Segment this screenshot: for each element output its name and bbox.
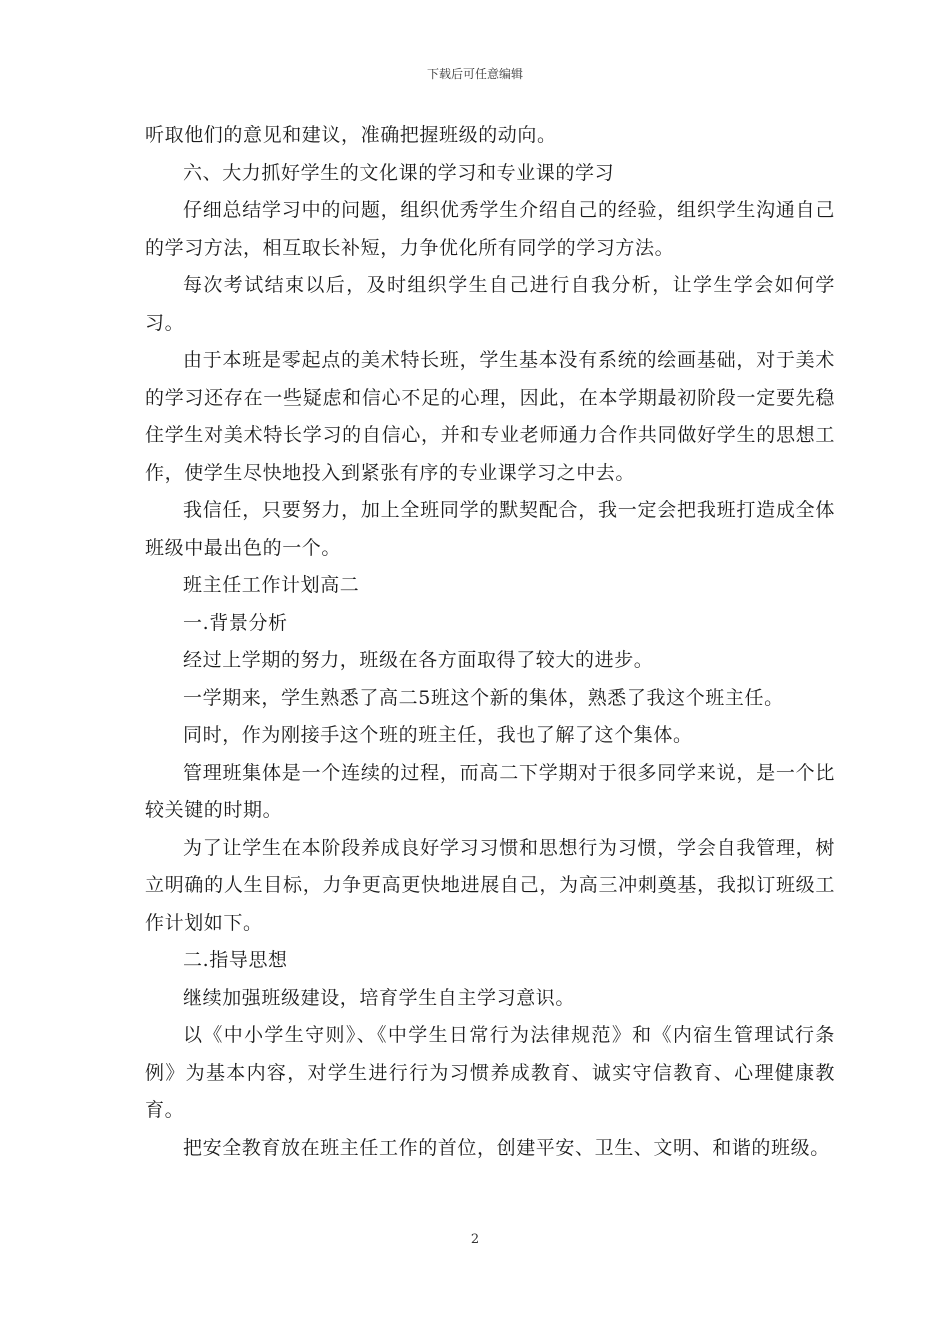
paragraph: 经过上学期的努力，班级在各方面取得了较大的进步。 xyxy=(183,649,654,671)
paragraph: 六、大力抓好学生的文化课的学习和专业课的学习 xyxy=(183,161,615,184)
document-body xyxy=(145,117,835,1167)
paragraph: 仔细总结学习中的问题，组织优秀学生介绍自己的经验，组织学生沟通自己的学习方法，相互取长补短，力争优化所有同学的学习方法。 xyxy=(145,199,835,259)
paragraph: 一学期来，学生熟悉了高二5班这个新的集体，熟悉了我这个班主任。 xyxy=(183,686,784,709)
paragraph: 我信任，只要努力，加上全班同学的默契配合，我一定会把我班打造成全体班级中最出色的一个。 xyxy=(145,499,835,559)
paragraph: 听取他们的意见和建议，准确把握班级的动向。 xyxy=(145,124,557,146)
paragraph: 为了让学生在本阶段养成良好学习习惯和思想行为习惯，学会自我管理，树立明确的人生目标，力争更高更快地进展自己，为高三冲刺奠基，我拟订班级工作计划如下。 xyxy=(145,836,835,934)
paragraph: 一.背景分析 xyxy=(183,611,288,634)
paragraph: 管理班集体是一个连续的过程，而高二下学期对于很多同学来说，是一个比较关键的时期。 xyxy=(145,761,835,821)
paragraph: 每次考试结束以后，及时组织学生自己进行自我分析，让学生学会如何学习。 xyxy=(145,274,835,334)
paragraph: 以《中小学生守则》、《中学生日常行为法律规范》和《内宿生管理试行条例》为基本内容，对学生进行行为习惯养成教育、诚实守信教育、心理健康教育。 xyxy=(145,1024,835,1121)
paragraph: 二.指导思想 xyxy=(183,949,288,971)
page-header: 下载后可任意编辑 xyxy=(426,67,523,81)
paragraph: 班主任工作计划高二 xyxy=(183,574,360,596)
paragraph: 同时，作为刚接手这个班的班主任，我也了解了这个集体。 xyxy=(183,724,693,746)
paragraph: 由于本班是零起点的美术特长班，学生基本没有系统的绘画基础，对于美术的学习还存在一些疑虑和信心不足的心理，因此，在本学期最初阶段一定要先稳住学生对美术特长学习的自信心，并和专业老师通力合作共同做好学生的思想工作，使学生尽快地投入到紧张有序的专业课学习之中去。 xyxy=(145,349,835,484)
page-number: 2 xyxy=(470,1232,480,1247)
paragraph: 继续加强班级建设，培育学生自主学习意识。 xyxy=(183,986,576,1009)
paragraph: 把安全教育放在班主任工作的首位，创建平安、卫生、文明、和谐的班级。 xyxy=(183,1136,830,1159)
